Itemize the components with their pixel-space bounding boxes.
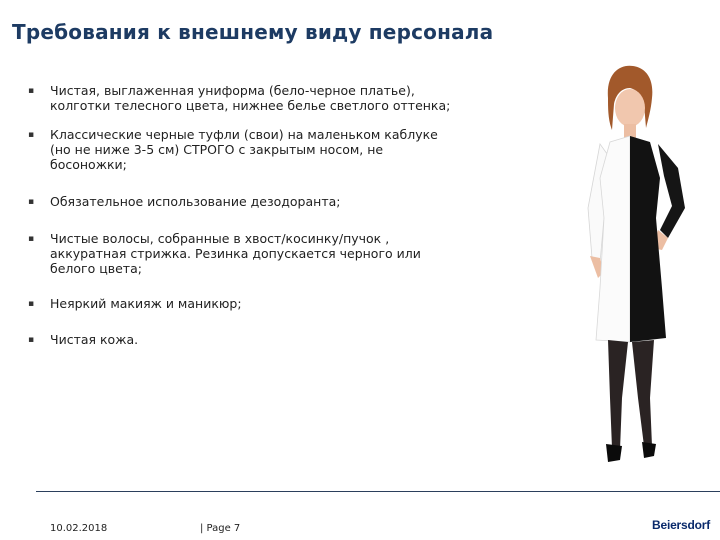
list-item-text: Обязательное использование дезодоранта; — [50, 194, 341, 209]
list-item-text: Чистые волосы, собранные в хвост/косинку/пучок , аккуратная стрижка. Резинка допускается черного или белого цвета; — [50, 231, 421, 276]
left-leg — [608, 340, 628, 450]
right-shoe — [642, 442, 656, 458]
bullet-marker: ▪ — [28, 335, 35, 345]
right-leg — [632, 340, 654, 446]
bullet-marker: ▪ — [28, 197, 35, 207]
page-title: Требования к внешнему виду персонала — [12, 20, 494, 44]
footer-page-number: | Page 7 — [200, 523, 241, 534]
bullet-marker: ▪ — [28, 86, 35, 96]
bullet-marker: ▪ — [28, 299, 35, 309]
face-shape — [615, 89, 645, 127]
footer-divider — [36, 491, 720, 492]
left-shoe — [606, 444, 622, 462]
staff-uniform-photo — [548, 58, 698, 468]
right-arm — [658, 144, 685, 238]
brand-logo: Beiersdorf — [652, 518, 711, 532]
bullet-marker: ▪ — [28, 234, 35, 244]
footer-date: 10.02.2018 — [50, 523, 108, 534]
list-item-text: Неяркий макияж и маникюр; — [50, 296, 242, 311]
bullet-marker: ▪ — [28, 130, 35, 140]
list-item-text: Чистая кожа. — [50, 332, 139, 347]
list-item-text: Чистая, выглаженная униформа (бело-черное платье), колготки телесного цвета, нижнее белье светлого оттенка; — [50, 83, 451, 113]
list-item-text: Классические черные туфли (свои) на маленьком каблуке (но не ниже 3-5 см) СТРОГО с закрытым носом, не босоножки; — [50, 127, 438, 172]
